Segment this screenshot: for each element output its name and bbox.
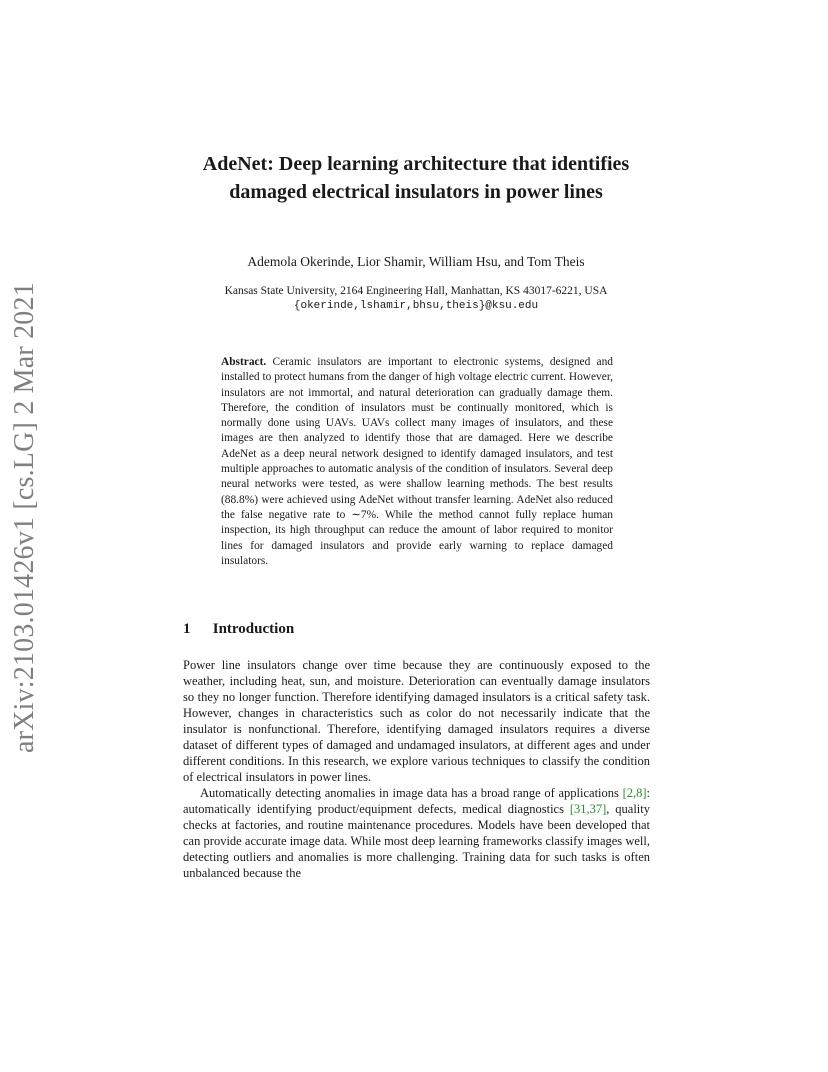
arxiv-identifier: arXiv:2103.01426v1 [cs.LG] 2 Mar 2021 xyxy=(9,282,40,753)
section-heading-introduction xyxy=(183,621,663,638)
section-title: Introduction xyxy=(212,621,295,637)
citation-link[interactable]: [31,37] xyxy=(569,802,607,816)
abstract xyxy=(221,355,613,569)
paragraph-2 xyxy=(183,785,650,881)
paper-title: AdeNet: Deep learning architecture that identifies damaged electrical insulators in power lines xyxy=(202,153,630,203)
paper-authors: Ademola Okerinde, Lior Shamir, William Hsu, and Tom Theis xyxy=(247,254,585,269)
author-affiliation-block xyxy=(170,284,662,314)
affiliation: Kansas State University, 2164 Engineering Hall, Manhattan, KS 43017-6221, USA xyxy=(224,285,608,297)
paragraph-2-text-c: , quality checks at factories, and routine maintenance procedures. Models have been developed that can provide accurate image data. While most deep learning frameworks classify images well, detecting outliers and anomalies is more challenging. Training data for such tasks is often unbalanced because the xyxy=(183,802,650,880)
abstract-label: Abstract. xyxy=(221,356,267,368)
citation-link[interactable]: [2,8] xyxy=(622,786,647,800)
section-number: 1 xyxy=(183,621,191,637)
abstract-text: Ceramic insulators are important to electronic systems, designed and installed to protect humans from the danger of high voltage electric current. However, insulators are not immortal, and natural deterioration can gradually damage them. Therefore, the condition of insulators must be continually monitored, which is normally done using UAVs. UAVs collect many images of insulators, and these images are then analyzed to identify those that are damaged. Here we describe AdeNet as a deep neural network designed to identify damaged insulators, and test multiple approaches to automatic analysis of the condition of insulators. Several deep neural networks were tested, as were shallow learning methods. The best results (88.8%) were achieved using AdeNet without transfer learning. AdeNet also reduced the false negative rate to ∼7%. While the method cannot fully replace human inspection, its high throughput can reduce the amount of labor required to monitor lines for damaged insulators and provide early warning to replace damaged insulators. xyxy=(221,356,613,567)
paragraph-2-text-b: : automatically identifying product/equipment defects, medical diagnostics xyxy=(183,786,650,816)
paragraph-1: Power line insulators change over time because they are continuously exposed to the weather, including heat, sun, and moisture. Deterioration can eventually damage insulators so they no longer function. Therefore identifying damaged insulators is a critical safety task. However, changes in characteristics such as color do not necessarily indicate that the insulator is nonfunctional. Therefore, identifying damaged insulators requires a diverse dataset of different types of damaged and undamaged insulators, at different ages and under different conditions. In this research, we explore various techniques to classify the condition of electrical insulators in power lines. xyxy=(183,658,650,784)
paragraph-2-text-a: Automatically detecting anomalies in image data has a broad range of applications xyxy=(200,786,623,800)
author-emails: {okerinde,lshamir,bhsu,theis}@ksu.edu xyxy=(293,300,539,312)
introduction-body xyxy=(183,657,650,881)
